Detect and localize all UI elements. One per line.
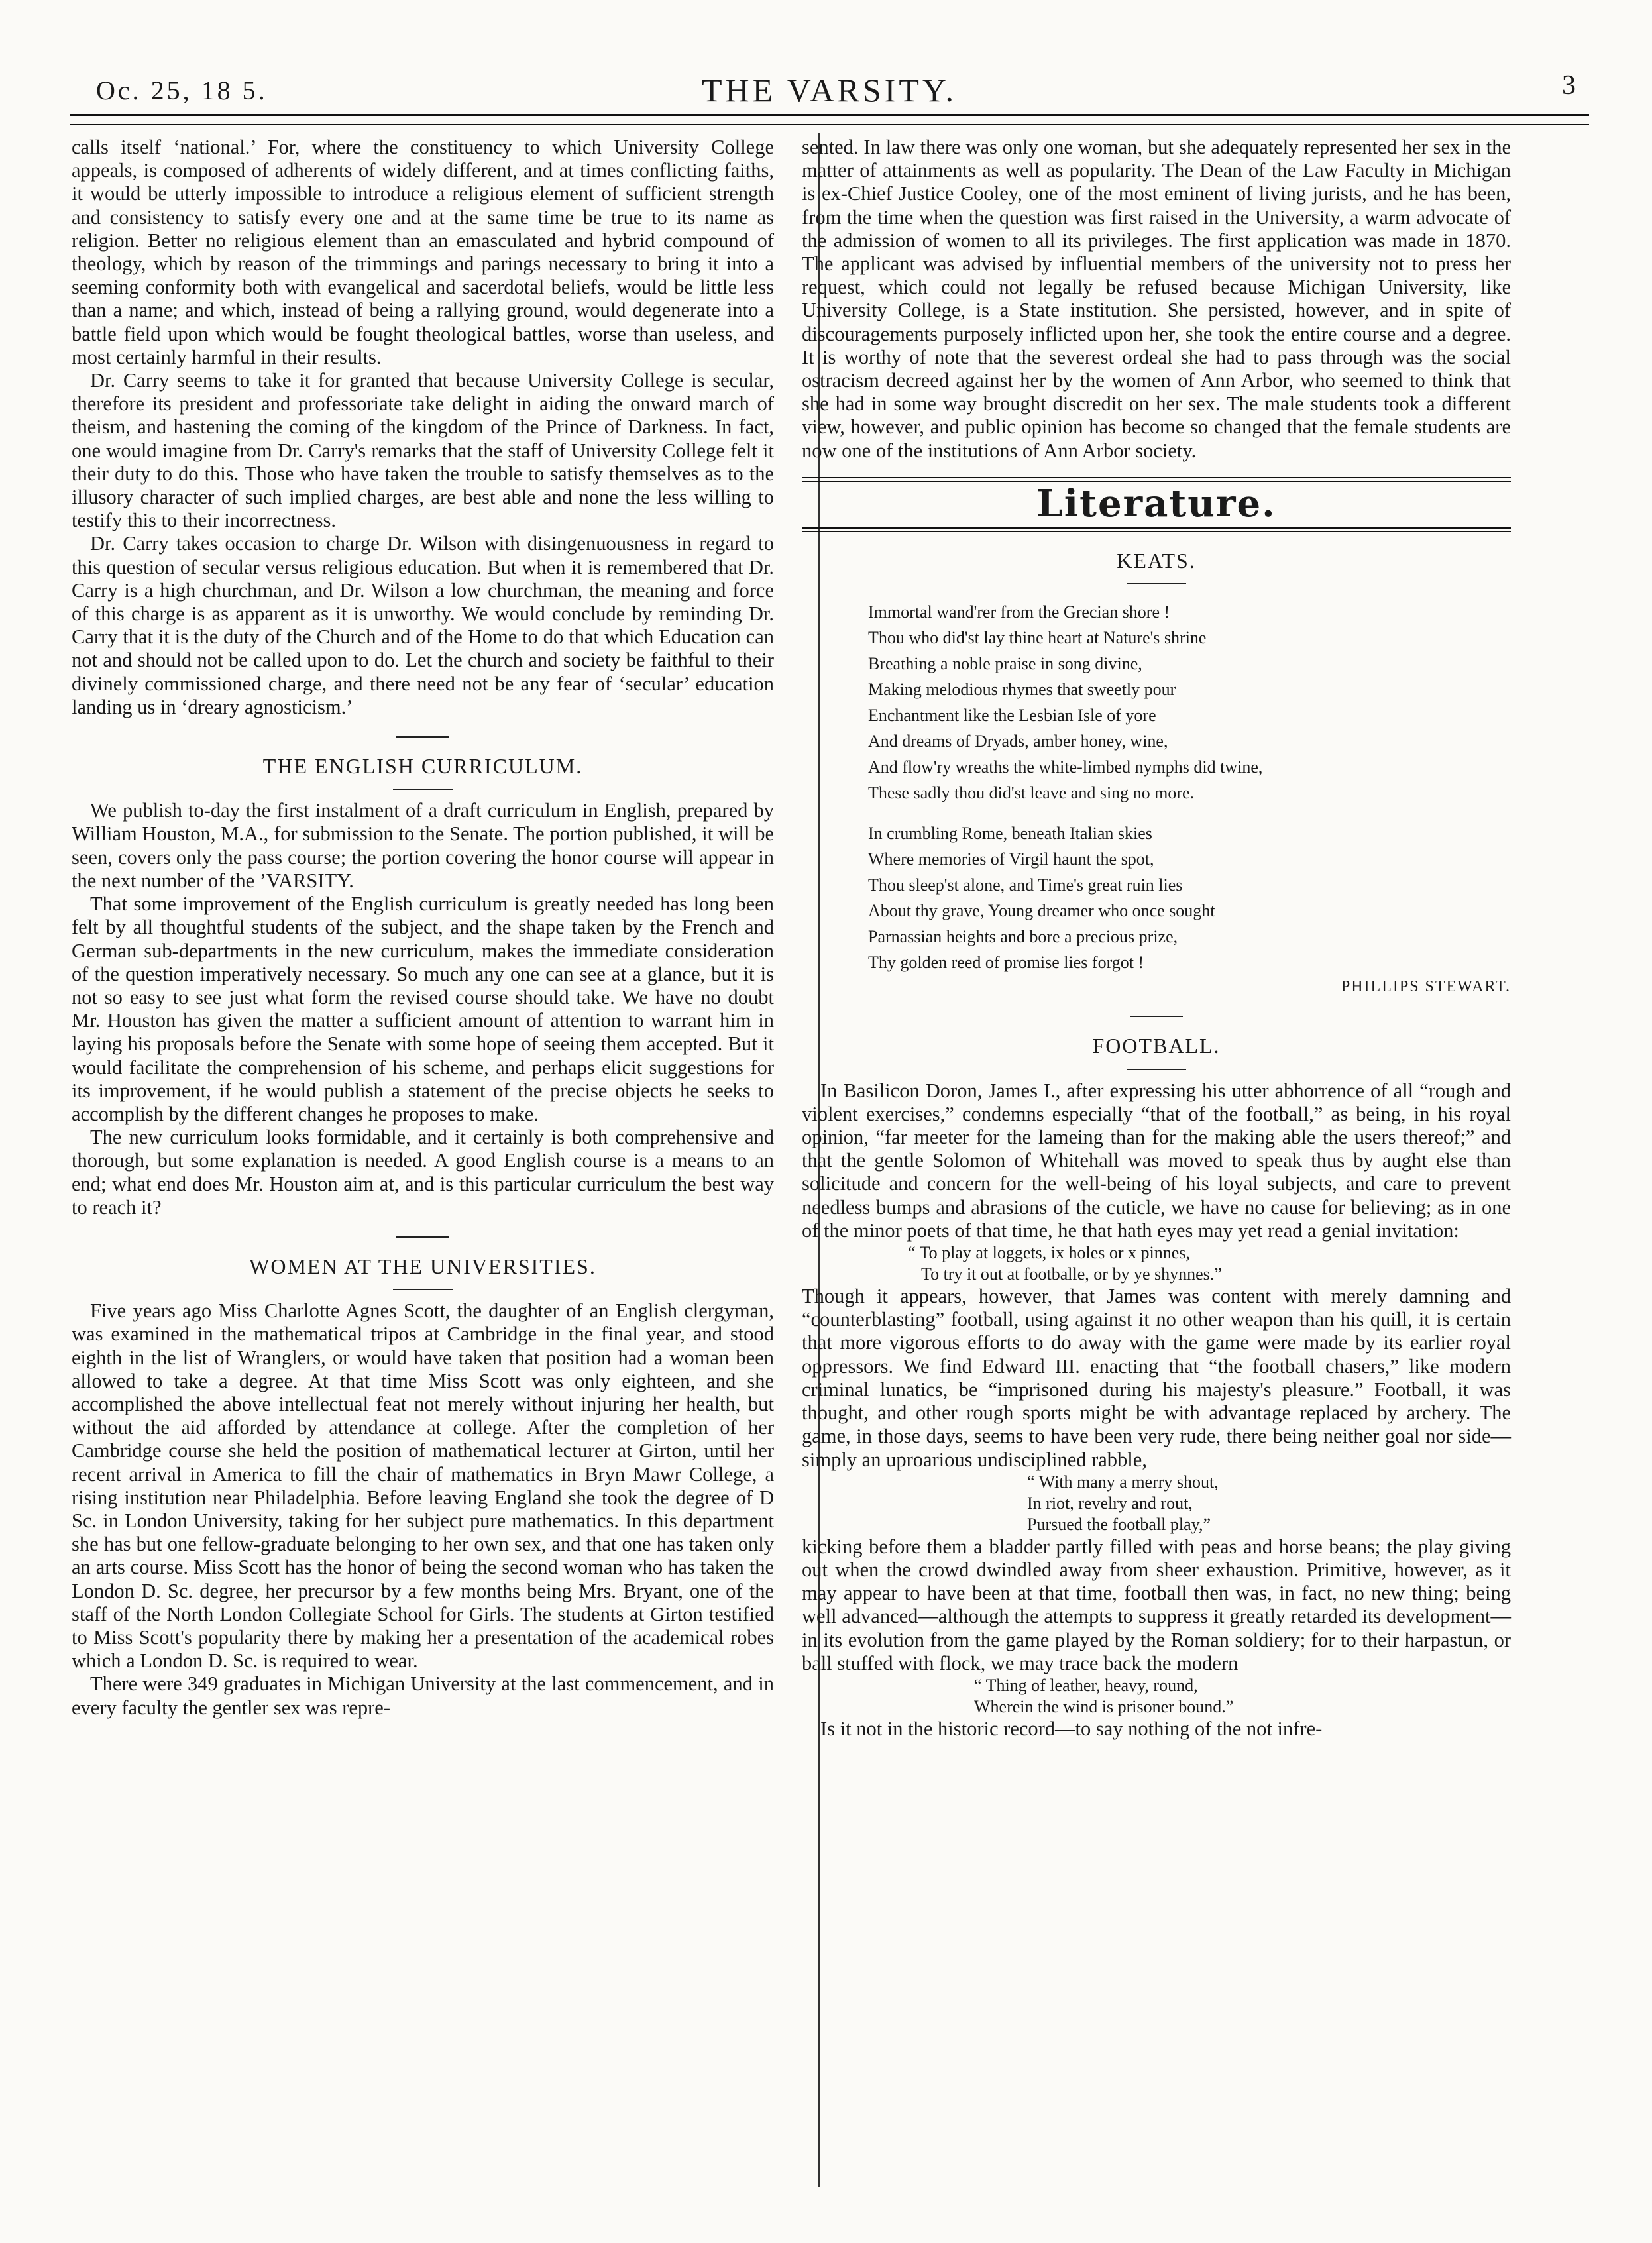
poem-line: Making melodious rhymes that sweetly pour	[868, 680, 1176, 700]
english-curriculum-paragraph: That some improvement of the English curriculum is greatly needed has long been felt by all thoughtful students of the subject, and the shape taken by the French and German sub-departments in the new curriculum, makes the immediate consideration of the question imperatively necessary. So much any one can see at a glance, but it is not so easy to see just what form the revised course should take. We have no doubt Mr. Houston has given the matter a sufficient amount of attention to warrant him in laying his proposals before the Senate with some hope of seeing them accepted. But it would facilitate the comprehension of his scheme, and perhaps elicit suggestions for its improvement, if he would publish a statement of the precise objects he seeks to accomplish by the different changes he proposes to make.	[72, 893, 774, 1125]
football-paragraph: Though it appears, however, that James was content with merely damning and “counterblasting” football, using against it no other weapon than his quill, it is certain that more vigorous efforts to do away with the game were made by its earlier royal oppressors. We find Edward III. enacting that “the football chasers,” like modern criminal lunatics, be “imprisoned during his majesty's pleasure.” Football, it was thought, and other rough sports might be with advantage replaced by archery. The game, in those days, seems to have been very rude, there being neither goal nor side—simply an uproarious undisciplined rabble,	[802, 1285, 1511, 1471]
poem-line: And dreams of Dryads, amber honey, wine,	[868, 732, 1168, 751]
poem-line: Enchantment like the Lesbian Isle of yore	[868, 706, 1156, 726]
women-universities-continued: sented. In law there was only one woman, but she adequately represented her sex in the matter of attainments as well as popularity. The Dean of the Law Faculty in Michigan is ex-Chief Justice Cooley, one of the most eminent of living jurists, and he has been, from the time when the question was first raised in the University, a warm advocate of the admission of women to all its privileges. The first application was made in 1870. The applicant was advised by influential members of the university not to press her request, which could not legally be refused because Michigan University, like University College, is a State institution. She persisted, however, and in spite of discouragements purposely inflicted upon her, she took the entire course and a degree. It is worthy of note that the severest ordeal she had to pass through was the social ostracism decreed against her by the women of Ann Arbor, who seemed to think that she had in some way brought discredit on her sex. The male students took a different view, however, and public opinion has become so changed that the female students are now one of the institutions of Ann Arbor society.	[802, 136, 1511, 462]
issue-date: Oc. 25, 18 5.	[96, 76, 268, 105]
poem-line: Parnassian heights and bore a precious prize,	[868, 927, 1178, 947]
football-verse-quote	[1027, 1472, 1511, 1535]
masthead-title: THE VARSITY.	[701, 72, 958, 109]
heading-underline	[1127, 1069, 1186, 1070]
football-paragraph: Is it not in the historic record—to say nothing of the not infre-	[820, 1717, 1323, 1740]
heading-underline	[393, 1289, 453, 1290]
football-verse-quote	[908, 1242, 1511, 1285]
verse-line: “ Thing of leather, heavy, round,	[974, 1675, 1198, 1695]
right-column	[802, 136, 1511, 1741]
poem-line: In crumbling Rome, beneath Italian skies	[868, 824, 1152, 844]
verse-line: In riot, revelry and rout,	[1027, 1493, 1193, 1513]
verse-line: Pursued the football play,”	[1027, 1514, 1211, 1534]
english-curriculum-heading: THE ENGLISH CURRICULUM.	[262, 754, 583, 779]
page-number: 3	[1562, 70, 1576, 101]
poem-line: And flow'ry wreaths the white-limbed nymphs did twine,	[868, 757, 1263, 777]
poem-stanza	[868, 599, 1511, 806]
poem-line: Thou who did'st lay thine heart at Nature's shrine	[868, 628, 1207, 648]
keats-poem	[868, 599, 1511, 975]
poem-line: Immortal wand'rer from the Grecian shore !	[868, 602, 1170, 622]
heading-underline	[393, 789, 453, 790]
women-universities-paragraph: There were 349 graduates in Michigan University at the last commencement, and in every faculty the gentler sex was repre-	[72, 1672, 774, 1719]
left-column	[72, 136, 774, 1720]
women-universities-paragraph: Five years ago Miss Charlotte Agnes Scott, the daughter of an English clergyman, was examined in the mathematical tripos at Cambridge in the final year, and stood eighth in the list of Wranglers, or would have taken that position had a woman been allowed to take a degree. At that time Miss Scott was only eighteen, and she accomplished the above intellectual feat not merely without injuring her health, but without the aid afforded by attendance at college. After the completion of her Cambridge course she held the position of mathematical lecturer at Girton, until her recent arrival in America to fill the chair of mathematics in Bryn Mawr College, a rising institution near Philadelphia. Before leaving England she took the degree of D Sc. in London University, taking for her subject pure mathematics. In this department she has but one fellow-graduate belonging to her own sex, and that one has taken only an arts course. Miss Scott has the honor of being the second woman who has taken the London D. Sc. degree, her precursor by a few months being Mrs. Bryant, one of the staff of the North London Collegiate School for Girls. The students at Girton testified to Miss Scott's popularity there by making her a presentation of the academical robes which a London D. Sc. is required to wear.	[72, 1299, 774, 1672]
poem-line: Thy golden reed of promise lies forgot !	[868, 953, 1144, 973]
poem-line: Breathing a noble praise in song divine,	[868, 654, 1142, 674]
page-header	[70, 63, 1589, 116]
english-curriculum-paragraph: We publish to-day the first instalment of a draft curriculum in English, prepared by William Houston, M.A., for submission to the Senate. The portion published, it will be seen, covers only the pass course; the portion covering the honor course will appear in the next number of the ’VARSITY.	[72, 799, 774, 892]
section-divider	[396, 736, 449, 738]
football-paragraph: In Basilicon Doron, James I., after expressing his utter abhorrence of all “rough and violent exercises,” condemns especially “that of the football,” as being, in his royal opinion, “far meeter for the lameing than for the making able the users thereof;” and that the gentle Solomon of Whitehall was moved to speak thus by aught else than solicitude and concern for the well-being of his loyal subjects, and care to prevent needless bumps and abrasions of the cuticle, we have no cause for believing; as in one of the minor poets of that time, he that hath eyes may yet read a genial invitation:	[802, 1079, 1511, 1242]
football-heading: FOOTBALL.	[1092, 1034, 1221, 1058]
verse-line: “ To play at loggets, ix holes or x pinnes,	[908, 1243, 1190, 1263]
section-divider	[396, 1236, 449, 1238]
literature-top-rule	[802, 477, 1511, 482]
literature-bottom-rule	[802, 527, 1511, 532]
poem-line: Where memories of Virgil haunt the spot,	[868, 849, 1154, 869]
article-continuation-paragraph: Dr. Carry takes occasion to charge Dr. Wilson with disingenuousness in regard to this question of secular versus religious education. But when it is remembered that Dr. Carry is a high churchman, and Dr. Wilson a low churchman, the meaning and force of this charge is as apparent as it is unworthy. We would conclude by reminding Dr. Carry that it is the duty of the Church and of the Home to do that which Education can not and should not be called upon to do. Let the church and society be faithful to their divinely commissioned charge, and there need not be any fear of ‘secular’ education landing us in ‘dreary agnosticism.’	[72, 532, 774, 718]
verse-line: Wherein the wind is prisoner bound.”	[974, 1696, 1234, 1716]
verse-line: “ With many a merry shout,	[1027, 1472, 1219, 1492]
literature-section	[802, 477, 1511, 532]
article-continuation-paragraph: Dr. Carry seems to take it for granted that because University College is secular, therefore its president and professoriate take delight in aiding the onward march of theism, and hastening the coming of the kingdom of the Prince of Darkness. In fact, one would imagine from Dr. Carry's remarks that the staff of University College felt it their duty to do this. Those who have taken the trouble to satisfy themselves as to the illusory character of such implied charges, are best able and none the less willing to testify this to their incorrectness.	[72, 369, 774, 532]
verse-line: To try it out at footballe, or by ye shynnes.”	[921, 1264, 1222, 1284]
poem-line: These sadly thou did'st leave and sing no more.	[868, 783, 1195, 803]
english-curriculum-paragraph: The new curriculum looks formidable, and it certainly is both comprehensive and thorough, but some explanation is needed. A good English course is a means to an end; what end does Mr. Houston aim at, and is this particular curriculum the best way to reach it?	[72, 1126, 774, 1219]
section-divider	[1130, 1016, 1183, 1017]
poem-author-signature: PHILLIPS STEWART.	[1341, 978, 1511, 996]
poem-stanza	[868, 820, 1511, 975]
keats-heading: KEATS.	[1117, 549, 1196, 573]
article-continuation-paragraph: calls itself ‘national.’ For, where the constituency to which University College appeals, is composed of adherents of widely different, and at times conflicting faiths, it would be utterly impossible to introduce a religious element of sufficient strength and consistency to satisfy every one and at the same time be true to its name as religion. Better no religious element than an emasculated and hybrid compound of theology, which by reason of the trimmings and parings necessary to bring it into a seeming conformity both with evangelical and sacerdotal beliefs, would be little less than a name; and which, instead of being a rallying ground, would degenerate into a battle field upon which would be fought theological battles, worse than useless, and most certainly harmful in their results.	[72, 136, 774, 368]
poem-line: Thou sleep'st alone, and Time's great ruin lies	[868, 875, 1183, 895]
women-universities-heading: WOMEN AT THE UNIVERSITIES.	[249, 1254, 596, 1278]
heading-underline	[1127, 583, 1186, 584]
poem-line: About thy grave, Young dreamer who once sought	[868, 901, 1215, 921]
literature-title: Literature.	[1036, 481, 1276, 525]
football-verse-quote	[974, 1675, 1511, 1718]
football-paragraph: kicking before them a bladder partly filled with peas and horse beans; the play giving out when the crowd dwindled away from sheer exhaustion. Primitive, however, as it may appear to have been at that time, football then was, in fact, no new thing; being well advanced—although the attempts to suppress it greatly retarded its development—in its evolution from the game played by the Roman soldiery; for to their harpastun, or ball stuffed with flock, we may trace back the modern	[802, 1535, 1511, 1674]
header-double-rule	[70, 114, 1589, 125]
